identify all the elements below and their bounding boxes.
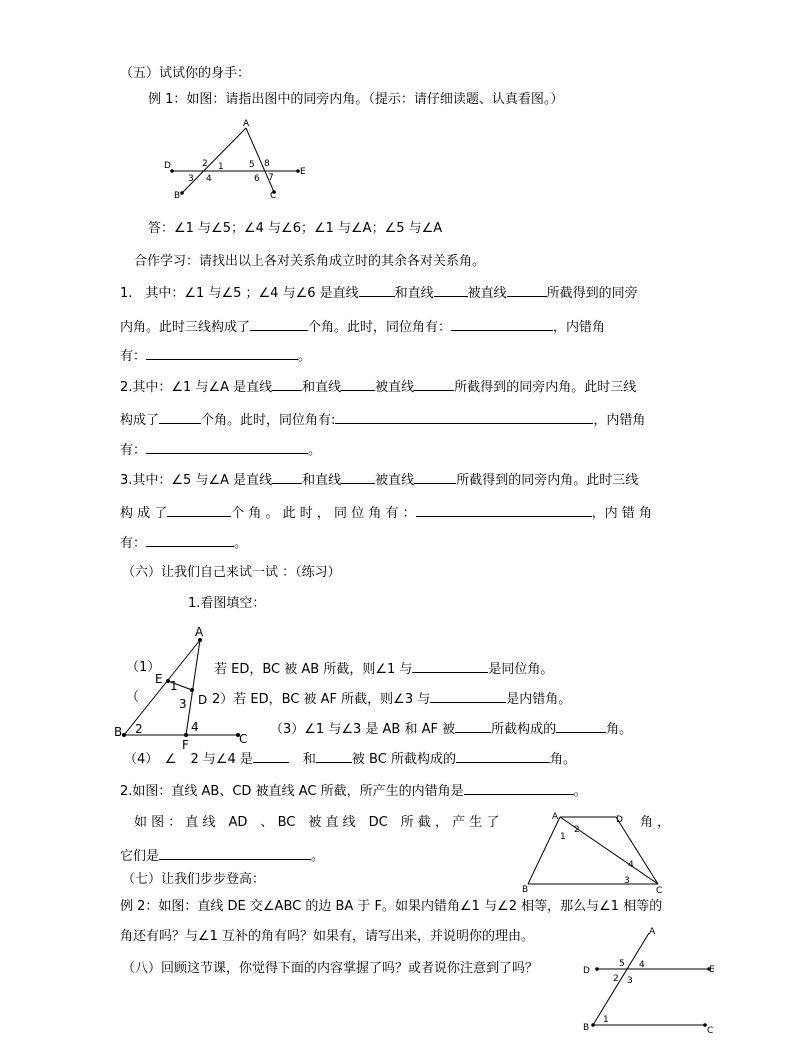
- label-d: D: [583, 966, 590, 976]
- fill-blank-subheading: 1.看图填空：: [188, 596, 266, 611]
- label-angle-1: 1: [218, 162, 224, 172]
- q3-line2: 构 成 了 个 角 。 此 时 ， 同 位 角 有 ： ，内 错 角: [120, 506, 652, 521]
- q2-blank-1[interactable]: [272, 378, 302, 391]
- point-b: [180, 191, 184, 195]
- section8-heading: （八）回顾这节课，你觉得下面的内容掌握了吗？或者说你注意到了吗？: [122, 961, 539, 976]
- q2-blank-2[interactable]: [341, 378, 375, 391]
- label-angle-1: 1: [170, 679, 178, 693]
- point-b: [122, 733, 126, 737]
- q3-line1: 3.其中：∠5 与∠A 是直线 和直线 被直线 所截得到的同旁内角。此时三线: [120, 473, 639, 488]
- section6-heading: （六）让我们自己来试一试 ：（练习）: [122, 565, 341, 580]
- figure-1-diagram: [160, 118, 320, 203]
- label-angle-1: 1: [560, 832, 566, 842]
- label-e: E: [709, 965, 715, 975]
- label-angle-2: 2: [613, 974, 619, 984]
- label-angle-3: 3: [627, 976, 633, 986]
- label-b: B: [522, 885, 529, 895]
- example2-line1: 例 2：如图：直线 DE 交∠ABC 的边 BA 于 F。如果内错角∠1 与∠2 相等，那么与∠1 相等的: [120, 899, 663, 914]
- p3-blank-1[interactable]: [455, 720, 491, 733]
- p2-blank[interactable]: [430, 690, 506, 703]
- practice-p3: （3）∠1 与∠3 是 AB 和 AF 被 所截构成的 角。: [270, 722, 633, 737]
- q3-blank-5[interactable]: [416, 504, 592, 517]
- q2-blank-6[interactable]: [146, 441, 308, 454]
- label-c: C: [656, 886, 663, 896]
- label-angle-1: 1: [603, 1015, 609, 1025]
- label-d: D: [616, 815, 623, 825]
- q3-blank-2[interactable]: [341, 471, 375, 484]
- p3-blank-2[interactable]: [556, 720, 606, 733]
- figure-3-diagram: [518, 808, 671, 896]
- q2-line2: 构成了 个角。此时，同位角有: ，内错角: [120, 413, 646, 428]
- q2-alternate-angles: 2.如图：直线 AB、CD 被直线 AC 所截，所产生的内错角是 。: [120, 784, 587, 799]
- label-b: B: [583, 1023, 590, 1033]
- label-angle-2: 2: [135, 722, 143, 736]
- practice-p1-number: （1）: [126, 660, 161, 675]
- label-angle-4: 4: [628, 860, 634, 870]
- p4-blank-2[interactable]: [316, 750, 352, 763]
- q1-blank-3[interactable]: [507, 284, 547, 297]
- label-b: B: [174, 191, 181, 201]
- label-c: C: [270, 191, 277, 201]
- q1-blank-1[interactable]: [359, 284, 395, 297]
- q3-blank-3[interactable]: [414, 471, 456, 484]
- label-angle-2: 2: [202, 159, 208, 169]
- label-angle-2: 2: [574, 825, 580, 835]
- q1-line3: 有： 。: [120, 349, 312, 364]
- p1-blank[interactable]: [412, 660, 488, 673]
- label-e: E: [155, 672, 163, 686]
- q3-blank-1[interactable]: [272, 471, 302, 484]
- label-angle-4: 4: [191, 720, 199, 734]
- q3-blank-6[interactable]: [146, 534, 234, 547]
- q1-blank-2[interactable]: [434, 284, 468, 297]
- q1-line2: 内角。此时三线构成了 个角。此时，同位角有： ，内错角: [120, 320, 606, 335]
- label-a: A: [649, 927, 656, 937]
- label-angle-5: 5: [249, 160, 255, 170]
- q2-blank-4[interactable]: [159, 411, 201, 424]
- label-angle-3: 3: [179, 697, 187, 711]
- q2-they-are: 它们是 。: [120, 849, 325, 864]
- q2s6-blank-1[interactable]: [464, 782, 574, 795]
- label-angle-4: 4: [206, 174, 212, 184]
- q2-blank-3[interactable]: [414, 378, 454, 391]
- label-d: D: [198, 693, 208, 707]
- section7-heading: （七）让我们步步登高：: [122, 872, 266, 887]
- label-b: B: [114, 725, 123, 739]
- figure-4-diagram: [575, 922, 725, 1040]
- q2-trapezoid-angle-word: 角 ，: [640, 815, 671, 830]
- point-d: [190, 688, 194, 692]
- line-ba: [593, 933, 649, 1025]
- point-b: [591, 1023, 595, 1027]
- label-angle-3: 3: [624, 876, 630, 886]
- q2-line1: 2.其中：∠1 与∠A 是直线 和直线 被直线 所截得到的同旁内角。此时三线: [120, 380, 637, 395]
- practice-p2: 2）若 ED，BC 被 AF 所截，则∠3 与 是内错角。: [212, 692, 572, 707]
- q1-line1: 1. 其中：∠1 与∠5 ；∠4 与∠6 是直线 和直线 被直线 所截得到的同旁: [120, 286, 638, 301]
- practice-p4: （4） ∠ 2 与∠4 是 和 被 BC 所截构成的 角。: [124, 752, 576, 767]
- label-c: C: [239, 732, 248, 746]
- q1-blank-4[interactable]: [250, 318, 308, 331]
- label-f: F: [182, 738, 189, 752]
- p4-blank-3[interactable]: [456, 750, 550, 763]
- q3-line3: 有： 。: [120, 536, 248, 551]
- q1-blank-6[interactable]: [146, 347, 298, 360]
- label-a: A: [195, 625, 204, 639]
- label-angle-5: 5: [619, 959, 625, 969]
- q2-trapezoid-text: 如 图 ： 直 线 AD 、 BC 被 直 线 DC 所 截 ， 产 生 了: [134, 815, 500, 830]
- answer-text: 答：∠1 与∠5；∠4 与∠6；∠1 与∠A；∠5 与∠A: [148, 221, 443, 236]
- figure-2-diagram: [108, 620, 248, 750]
- coop-learning-text: 合作学习：请找出以上各对关系角成立时的其余各对关系角。: [134, 254, 486, 269]
- label-angle-8: 8: [264, 159, 270, 169]
- practice-p2-number: （: [126, 690, 140, 705]
- label-angle-4: 4: [639, 960, 645, 970]
- label-angle-3: 3: [188, 174, 194, 184]
- practice-p1: 若 ED，BC 被 AB 所截，则∠1 与 是同位角。: [214, 662, 554, 677]
- label-c: C: [707, 1026, 714, 1036]
- example2-line2: 角还有吗？与∠1 互补的角有吗？如果有，请写出来，并说明你的理由。: [120, 929, 535, 944]
- label-a: A: [552, 812, 559, 822]
- q2-blank-5[interactable]: [335, 411, 593, 424]
- point-d: [595, 967, 599, 971]
- label-e: E: [300, 167, 306, 177]
- section5-heading: （五）试试你的身手：: [120, 66, 251, 81]
- label-angle-7: 7: [268, 173, 274, 183]
- q2s6-blank-2[interactable]: [159, 847, 311, 860]
- q2-line3: 有： 。: [120, 443, 322, 458]
- p4-blank-1[interactable]: [253, 750, 289, 763]
- example1-text: 例 1：如图：请指出图中的同旁内角。（提示：请仔细读题、认真看图。）: [148, 92, 564, 107]
- point-f: [184, 733, 188, 737]
- label-d: D: [164, 161, 171, 171]
- label-angle-6: 6: [254, 174, 260, 184]
- line-dc: [616, 817, 658, 884]
- label-a: A: [243, 119, 250, 129]
- q1-blank-5[interactable]: [451, 318, 553, 331]
- q3-blank-4[interactable]: [167, 504, 231, 517]
- line-ab: [528, 817, 560, 884]
